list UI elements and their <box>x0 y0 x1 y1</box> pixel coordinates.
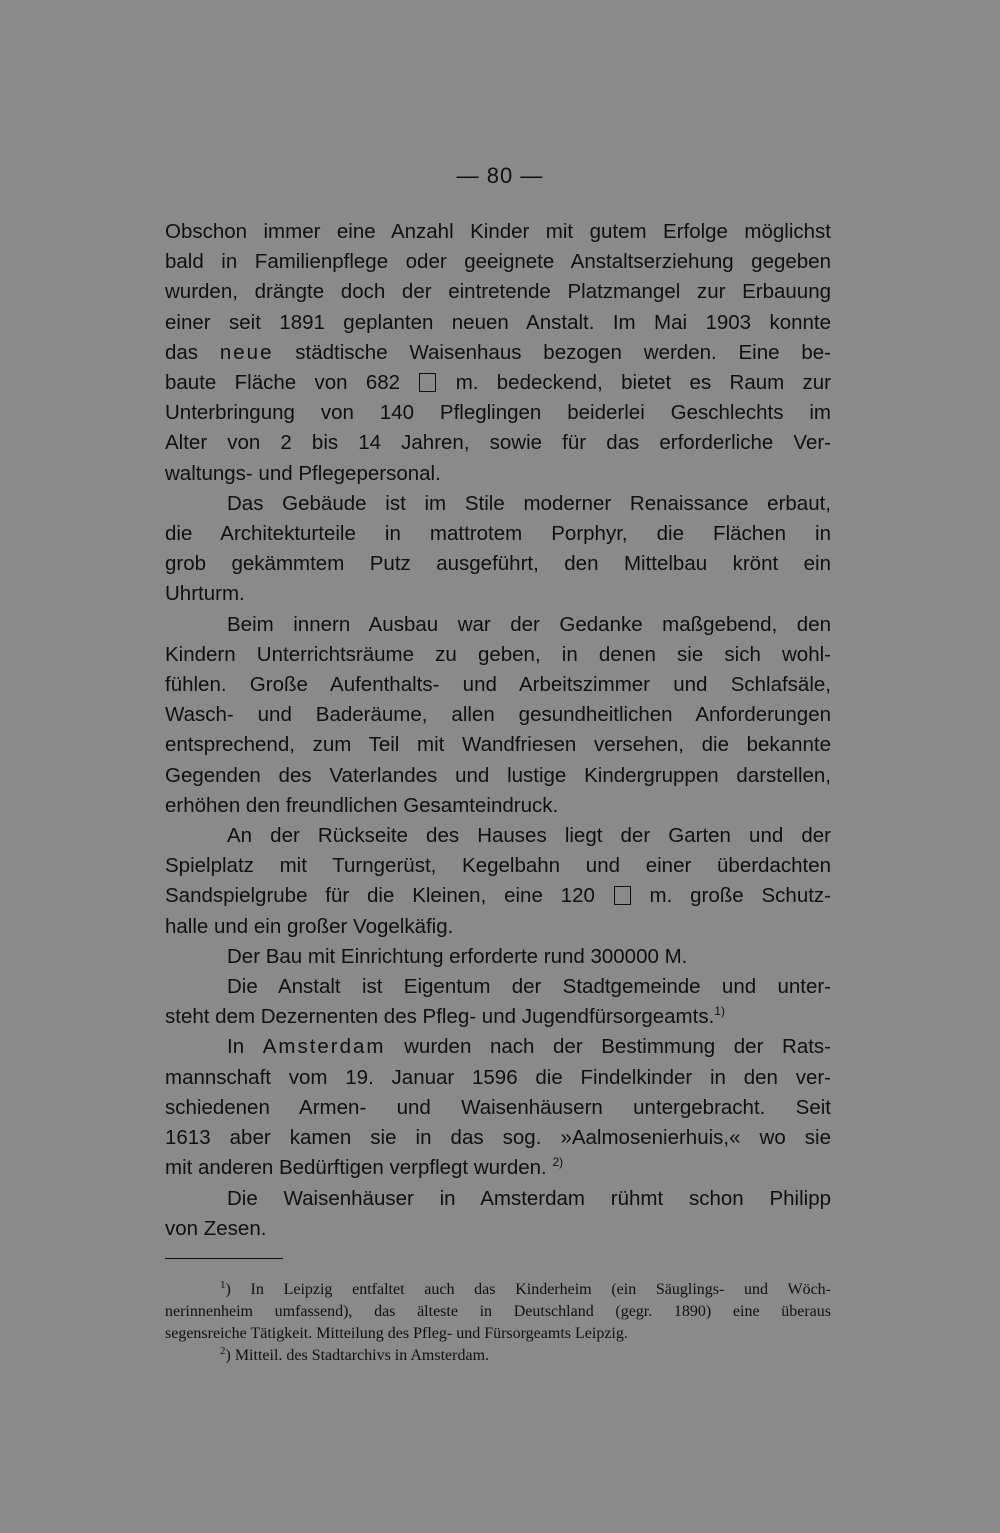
text-line: Die Waisenhäuser in Amsterdam rühmt schon Philipp <box>227 1186 831 1210</box>
text-line: von Zesen. <box>165 1216 267 1240</box>
footnote-1 <box>165 1279 831 1345</box>
text-line: Kindern Unterrichtsräume zu geben, in denen sie sich wohl- <box>165 642 831 666</box>
paragraph-8 <box>165 1184 831 1244</box>
footnote-line: $^1$) In Leipzig entfaltet auch das Kinderheim (ein Säuglings- und Wöch- <box>220 1279 831 1298</box>
footnote-mark: 2 <box>220 1345 226 1357</box>
footnote-line: $^2$) Mitteil. des Stadtarchivs in Amsterdam. <box>220 1345 490 1364</box>
text-line: Unterbringung von 140 Pfleglingen beiderlei Geschlechts im <box>165 401 831 425</box>
footnote-line: segensreiche Tätigkeit. Mitteilung des Pfleg- und Fürsorgeamts Leipzig. <box>165 1325 628 1342</box>
text-line: steht dem Dezernenten des Pfleg- und Jugendfürsorgeamts.$^{1)}$ <box>165 1004 725 1029</box>
text-line: fühlen. Große Aufenthalts- und Arbeitszimmer und Schlafsäle, <box>165 673 831 697</box>
text-line: mannschaft vom 19. Januar 1596 die Findelkinder in den ver- <box>165 1065 831 1089</box>
footnote-mark: 1 <box>220 1279 226 1291</box>
footnote-2 <box>165 1345 831 1367</box>
text-line: Die Anstalt ist Eigentum der Stadtgemeinde und unter- <box>227 975 831 999</box>
text-line: schiedenen Armen- und Waisenhäusern untergebracht. Seit <box>165 1095 831 1119</box>
body-text <box>165 217 831 1244</box>
text-line: halle und ein großer Vogelkäfig. <box>165 914 454 938</box>
page-number: — 80 — <box>456 163 544 188</box>
footnote-line: nerinnenheim umfassend), das älteste in Deutschland (gegr. 1890) eine überaus <box>165 1303 831 1320</box>
square-symbol-icon <box>614 886 631 905</box>
text-line: einer seit 1891 geplanten neuen Anstalt. Im Mai 1903 konnte <box>165 310 831 334</box>
paragraph-1 <box>165 217 831 489</box>
text-line: Sandspielgrube für die Kleinen, eine 120 m. große Schutz- <box>165 884 832 908</box>
paragraph-5 <box>165 942 831 972</box>
text-line: An der Rückseite des Hauses liegt der Garten und der <box>227 824 831 848</box>
text-line: Wasch- und Baderäume, allen gesundheitlichen Anforderungen <box>165 703 831 727</box>
square-symbol-icon <box>419 373 436 392</box>
text-line: das neue städtische Waisenhaus bezogen werden. Eine be- <box>165 340 831 364</box>
paragraph-6 <box>165 972 831 1032</box>
spaced-word: neue <box>219 340 274 364</box>
footnote-ref[interactable]: 1) <box>714 1004 725 1019</box>
paragraph-4 <box>165 821 831 942</box>
text-line: waltungs- und Pflegepersonal. <box>165 461 441 485</box>
text-line: bald in Familienpflege oder geeignete Anstaltserziehung gegeben <box>165 250 831 274</box>
text-line: wurden, drängte doch der eintretende Platzmangel zur Erbauung <box>165 280 831 304</box>
footnote-divider <box>165 1258 283 1259</box>
footnote-ref[interactable]: 2) <box>552 1155 564 1170</box>
footnotes <box>165 1279 831 1367</box>
text-line: grob gekämmtem Putz ausgeführt, den Mittelbau krönt ein <box>165 552 831 576</box>
text-line: Das Gebäude ist im Stile moderner Renaissance erbaut, <box>227 491 831 515</box>
text-line: 1613 aber kamen sie in das sog. »Aalmosenierhuis,« wo sie <box>165 1126 831 1150</box>
text-line: Alter von 2 bis 14 Jahren, sowie für das erforderliche Ver- <box>165 431 831 455</box>
text-line: die Architekturteile in mattrotem Porphyr, die Flächen in <box>165 522 831 546</box>
paragraph-3 <box>165 610 831 821</box>
text-line: erhöhen den freundlichen Gesamteindruck. <box>165 793 559 817</box>
text-line: Der Bau mit Einrichtung erforderte rund 300000 M. <box>227 944 688 968</box>
text-line: Gegenden des Vaterlandes und lustige Kindergruppen darstellen, <box>165 763 831 787</box>
text-line: Spielplatz mit Turngerüst, Kegelbahn und einer überdachten <box>165 854 831 878</box>
text-line: mit anderen Bedürftigen verpflegt wurden. $^{2)}$ <box>165 1155 564 1180</box>
text-line: baute Fläche von 682 m. bedeckend, bietet es Raum zur <box>165 371 831 395</box>
text-line: Beim innern Ausbau war der Gedanke maßgebend, den <box>227 612 831 636</box>
paragraph-2 <box>165 489 831 610</box>
spaced-word: Amsterdam <box>262 1035 386 1059</box>
text-line: In Amsterdam wurden nach der Bestimmung der Rats- <box>227 1035 831 1059</box>
text-line: Uhrturm. <box>165 582 245 606</box>
text-line: entsprechend, zum Teil mit Wandfriesen versehen, die bekannte <box>165 733 831 757</box>
paragraph-7 <box>165 1032 831 1183</box>
text-line: Obschon immer eine Anzahl Kinder mit gutem Erfolge möglichst <box>165 220 831 243</box>
